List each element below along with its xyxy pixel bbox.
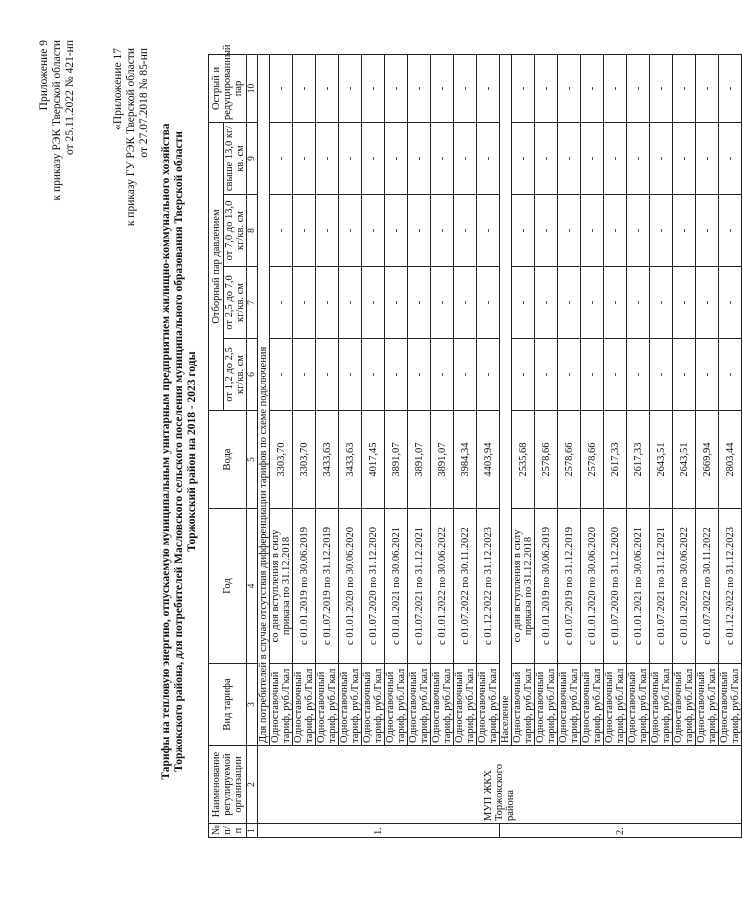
dash-cell: - xyxy=(477,267,500,339)
dash-cell: - xyxy=(339,339,362,411)
dash-cell: - xyxy=(270,54,293,122)
dash-cell: - xyxy=(604,54,627,122)
dash-cell: - xyxy=(719,267,742,339)
organization-name: МУП ЖКХ Торжокского района xyxy=(258,746,742,824)
water-tariff: 2669,94 xyxy=(696,411,719,509)
tariff-type: Одноставочный тариф, руб./Гкал xyxy=(535,664,558,746)
dash-cell: - xyxy=(512,195,535,267)
table-row xyxy=(293,54,316,837)
dash-cell: - xyxy=(581,54,604,122)
section-row xyxy=(258,54,270,837)
tariff-type: Одноставочный тариф, руб./Гкал xyxy=(673,664,696,746)
dash-cell: - xyxy=(408,267,431,339)
title-line: Торжокский район на 2018 - 2023 годы xyxy=(186,351,198,552)
order-header-line: к приказу РЭК Тверской области xyxy=(51,40,63,201)
tariff-table xyxy=(208,44,742,838)
dash-cell: - xyxy=(454,54,477,122)
header-year: Год xyxy=(209,509,247,664)
dash-cell: - xyxy=(535,339,558,411)
tariff-period: с 01.01.2022 по 30.06.2022 xyxy=(673,509,696,664)
water-tariff: 2535,68 xyxy=(512,411,535,509)
dash-cell: - xyxy=(719,339,742,411)
dash-cell: - xyxy=(512,339,535,411)
dash-cell: - xyxy=(431,267,454,339)
tariff-type: Одноставочный тариф, руб./Гкал xyxy=(316,664,339,746)
dash-cell: - xyxy=(477,54,500,122)
tariff-type: Одноставочный тариф, руб./Гкал xyxy=(581,664,604,746)
dash-cell: - xyxy=(535,54,558,122)
dash-cell: - xyxy=(477,339,500,411)
dash-cell: - xyxy=(339,267,362,339)
dash-cell: - xyxy=(408,54,431,122)
dash-cell: - xyxy=(316,267,339,339)
dash-cell: - xyxy=(719,195,742,267)
dash-cell: - xyxy=(293,122,316,194)
water-tariff: 3891,07 xyxy=(408,411,431,509)
dash-cell: - xyxy=(477,195,500,267)
tariff-period: со дня вступления в силу приказа по 31.12.2018 xyxy=(512,509,535,664)
dash-cell: - xyxy=(316,195,339,267)
water-tariff: 3433,63 xyxy=(339,411,362,509)
water-tariff: 2643,51 xyxy=(650,411,673,509)
dash-cell: - xyxy=(293,267,316,339)
dash-cell: - xyxy=(454,195,477,267)
dash-cell: - xyxy=(293,54,316,122)
water-tariff: 2578,66 xyxy=(535,411,558,509)
tariff-type: Одноставочный тариф, руб./Гкал xyxy=(650,664,673,746)
dash-cell: - xyxy=(696,339,719,411)
water-tariff: 3303,70 xyxy=(270,411,293,509)
dash-cell: - xyxy=(316,54,339,122)
water-tariff: 2803,44 xyxy=(719,411,742,509)
dash-cell: - xyxy=(673,122,696,194)
dash-cell: - xyxy=(604,195,627,267)
table-row xyxy=(650,54,673,837)
appendix-header xyxy=(112,48,151,226)
tariff-type: Одноставочный тариф, руб./Гкал xyxy=(431,664,454,746)
table-row xyxy=(558,54,581,837)
table-row xyxy=(696,54,719,837)
table-row xyxy=(535,54,558,837)
header-org: Наименование регулируемой организации xyxy=(209,746,247,824)
table-row xyxy=(627,54,650,837)
dash-cell: - xyxy=(673,54,696,122)
dash-cell: - xyxy=(385,54,408,122)
header-steam-3: от 7,0 до 13,0 кг/кв. см xyxy=(224,195,247,267)
column-number: 6 xyxy=(247,339,258,411)
appendix-header-line: «Приложение 17 xyxy=(112,48,124,130)
header-steam-2: от 2,5 до 7,0 кг/кв. см xyxy=(224,267,247,339)
dash-cell: - xyxy=(673,339,696,411)
dash-cell: - xyxy=(431,54,454,122)
header-steam-4: свыше 13,0 кг/кв. см xyxy=(224,122,247,194)
tariff-type: Одноставочный тариф, руб./Гкал xyxy=(627,664,650,746)
water-tariff: 3303,70 xyxy=(293,411,316,509)
water-tariff: 3984,34 xyxy=(454,411,477,509)
dash-cell: - xyxy=(293,195,316,267)
tariff-period: со дня вступления в силу приказа по 31.12.2018 xyxy=(270,509,293,664)
dash-cell: - xyxy=(454,267,477,339)
column-number: 7 xyxy=(247,267,258,339)
dash-cell: - xyxy=(650,54,673,122)
dash-cell: - xyxy=(385,267,408,339)
tariff-type: Одноставочный тариф, руб./Гкал xyxy=(512,664,535,746)
dash-cell: - xyxy=(270,339,293,411)
dash-cell: - xyxy=(293,339,316,411)
section-row xyxy=(500,54,512,837)
table-row xyxy=(339,54,362,837)
dash-cell: - xyxy=(627,339,650,411)
dash-cell: - xyxy=(454,122,477,194)
appendix-header-line: от 27.07.2018 № 85-нп xyxy=(138,48,150,158)
tariff-period: с 01.01.2022 по 30.06.2022 xyxy=(431,509,454,664)
table-body xyxy=(258,54,742,837)
dash-cell: - xyxy=(431,339,454,411)
dash-cell: - xyxy=(454,339,477,411)
table-row xyxy=(408,54,431,837)
dash-cell: - xyxy=(512,122,535,194)
header-num: № п/ п xyxy=(209,824,247,838)
dash-cell: - xyxy=(604,339,627,411)
column-number: 4 xyxy=(247,509,258,664)
tariff-period: с 01.01.2020 по 30.06.2020 xyxy=(581,509,604,664)
tariff-type: Одноставочный тариф, руб./Гкал xyxy=(477,664,500,746)
tariff-period: с 01.07.2021 по 31.12.2021 xyxy=(408,509,431,664)
dash-cell: - xyxy=(339,54,362,122)
dash-cell: - xyxy=(627,195,650,267)
tariff-type: Одноставочный тариф, руб./Гкал xyxy=(293,664,316,746)
water-tariff: 2578,66 xyxy=(558,411,581,509)
tariff-type: Одноставочный тариф, руб./Гкал xyxy=(604,664,627,746)
dash-cell: - xyxy=(627,54,650,122)
dash-cell: - xyxy=(673,195,696,267)
table-row xyxy=(673,54,696,837)
water-tariff: 4017,45 xyxy=(362,411,385,509)
header-steam-group: Отборный пар давлением xyxy=(209,122,224,410)
dash-cell: - xyxy=(535,267,558,339)
tariff-period: с 01.07.2020 по 31.12.2020 xyxy=(362,509,385,664)
dash-cell: - xyxy=(604,267,627,339)
title-line: Торжокского района, для потребителей Масловского сельского поселения муниципального образования Тверской области xyxy=(173,131,185,772)
dash-cell: - xyxy=(696,195,719,267)
dash-cell: - xyxy=(512,267,535,339)
section-number: 2. xyxy=(500,824,742,838)
table-row xyxy=(719,54,742,837)
tariff-type: Одноставочный тариф, руб./Гкал xyxy=(719,664,742,746)
order-header-line: Приложение 9 xyxy=(38,40,50,111)
dash-cell: - xyxy=(673,267,696,339)
dash-cell: - xyxy=(535,122,558,194)
water-tariff: 2617,33 xyxy=(604,411,627,509)
table-row xyxy=(362,54,385,837)
tariff-period: с 01.12.2022 по 31.12.2023 xyxy=(719,509,742,664)
dash-cell: - xyxy=(581,339,604,411)
tariff-type: Одноставочный тариф, руб./Гкал xyxy=(558,664,581,746)
header-row xyxy=(209,54,224,837)
column-number: 8 xyxy=(247,195,258,267)
tariff-period: с 01.07.2021 по 31.12.2021 xyxy=(650,509,673,664)
dash-cell: - xyxy=(512,54,535,122)
dash-cell: - xyxy=(558,339,581,411)
dash-cell: - xyxy=(408,195,431,267)
section-number: 1. xyxy=(258,824,500,838)
tariff-type: Одноставочный тариф, руб./Гкал xyxy=(408,664,431,746)
tariff-type: Одноставочный тариф, руб./Гкал xyxy=(362,664,385,746)
tariff-period: с 01.01.2019 по 30.06.2019 xyxy=(535,509,558,664)
dash-cell: - xyxy=(650,195,673,267)
tariff-type: Одноставочный тариф, руб./Гкал xyxy=(339,664,362,746)
water-tariff: 3433,63 xyxy=(316,411,339,509)
dash-cell: - xyxy=(558,54,581,122)
dash-cell: - xyxy=(270,195,293,267)
column-number: 2 xyxy=(247,746,258,824)
column-number: 1 xyxy=(247,824,258,838)
tariff-period: с 01.07.2022 по 30.11.2022 xyxy=(696,509,719,664)
tariff-period: с 01.07.2019 по 31.12.2019 xyxy=(558,509,581,664)
table-row xyxy=(512,54,535,837)
dash-cell: - xyxy=(385,195,408,267)
dash-cell: - xyxy=(696,122,719,194)
dash-cell: - xyxy=(339,195,362,267)
tariff-period: с 01.07.2020 по 31.12.2020 xyxy=(604,509,627,664)
dash-cell: - xyxy=(696,54,719,122)
tariff-period: с 01.01.2021 по 30.06.2021 xyxy=(627,509,650,664)
tariff-period: с 01.01.2021 по 30.06.2021 xyxy=(385,509,408,664)
table-row xyxy=(581,54,604,837)
table-row xyxy=(270,54,293,837)
document-title xyxy=(160,0,199,903)
header-water: Вода xyxy=(209,411,247,509)
tariff-type: Одноставочный тариф, руб./Гкал xyxy=(270,664,293,746)
dash-cell: - xyxy=(604,122,627,194)
tariff-period: с 01.07.2022 по 30.11.2022 xyxy=(454,509,477,664)
dash-cell: - xyxy=(339,122,362,194)
dash-cell: - xyxy=(696,267,719,339)
table-row xyxy=(316,54,339,837)
dash-cell: - xyxy=(408,122,431,194)
header-steam-1: от 1,2 до 2,5 кг/кв. см xyxy=(224,339,247,411)
tariff-type: Одноставочный тариф, руб./Гкал xyxy=(696,664,719,746)
dash-cell: - xyxy=(362,122,385,194)
dash-cell: - xyxy=(650,267,673,339)
water-tariff: 2578,66 xyxy=(581,411,604,509)
column-number: 3 xyxy=(247,664,258,746)
dash-cell: - xyxy=(650,339,673,411)
column-number: 10 xyxy=(247,54,258,122)
dash-cell: - xyxy=(558,267,581,339)
dash-cell: - xyxy=(431,195,454,267)
tariff-period: с 01.01.2020 по 30.06.2020 xyxy=(339,509,362,664)
dash-cell: - xyxy=(719,122,742,194)
dash-cell: - xyxy=(627,267,650,339)
dash-cell: - xyxy=(581,122,604,194)
appendix-header-line: к приказу ГУ РЭК Тверской области xyxy=(125,48,137,227)
tariff-period: с 01.01.2019 по 30.06.2019 xyxy=(293,509,316,664)
section-label: Для потребителей в случае отсутствия дифференциации тарифов по схеме подключения xyxy=(258,54,270,745)
dash-cell: - xyxy=(581,195,604,267)
dash-cell: - xyxy=(362,54,385,122)
dash-cell: - xyxy=(581,267,604,339)
dash-cell: - xyxy=(316,339,339,411)
header-tariff: Вид тарифа xyxy=(209,664,247,746)
tariff-type: Одноставочный тариф, руб./Гкал xyxy=(385,664,408,746)
dash-cell: - xyxy=(535,195,558,267)
dash-cell: - xyxy=(362,339,385,411)
table-row xyxy=(604,54,627,837)
table-row xyxy=(385,54,408,837)
order-header xyxy=(38,40,77,201)
water-tariff: 2617,33 xyxy=(627,411,650,509)
header-acute-steam: Острый и редуцированный пар xyxy=(209,54,247,122)
tariff-type: Одноставочный тариф, руб./Гкал xyxy=(454,664,477,746)
dash-cell: - xyxy=(362,267,385,339)
dash-cell: - xyxy=(270,122,293,194)
dash-cell: - xyxy=(558,195,581,267)
column-number: 5 xyxy=(247,411,258,509)
dash-cell: - xyxy=(719,54,742,122)
water-tariff: 2643,51 xyxy=(673,411,696,509)
dash-cell: - xyxy=(362,195,385,267)
table-row xyxy=(477,54,500,837)
dash-cell: - xyxy=(385,122,408,194)
water-tariff: 3891,07 xyxy=(385,411,408,509)
column-number-row xyxy=(247,54,258,837)
dash-cell: - xyxy=(477,122,500,194)
section-label: Население xyxy=(500,54,512,745)
dash-cell: - xyxy=(627,122,650,194)
dash-cell: - xyxy=(431,122,454,194)
water-tariff: 4403,94 xyxy=(477,411,500,509)
dash-cell: - xyxy=(270,267,293,339)
column-number: 9 xyxy=(247,122,258,194)
water-tariff: 3891,07 xyxy=(431,411,454,509)
title-line: Тарифы на тепловую энергию, отпускаемую муниципальным унитарным предприятием жилищно-коммунального хозяйства xyxy=(160,123,172,780)
tariff-period: с 01.12.2022 по 31.12.2023 xyxy=(477,509,500,664)
table-row xyxy=(431,54,454,837)
dash-cell: - xyxy=(650,122,673,194)
table-row xyxy=(454,54,477,837)
order-header-line: от 25.11.2022 № 421-нп xyxy=(64,40,76,155)
dash-cell: - xyxy=(408,339,431,411)
dash-cell: - xyxy=(558,122,581,194)
tariff-period: с 01.07.2019 по 31.12.2019 xyxy=(316,509,339,664)
dash-cell: - xyxy=(316,122,339,194)
dash-cell: - xyxy=(385,339,408,411)
